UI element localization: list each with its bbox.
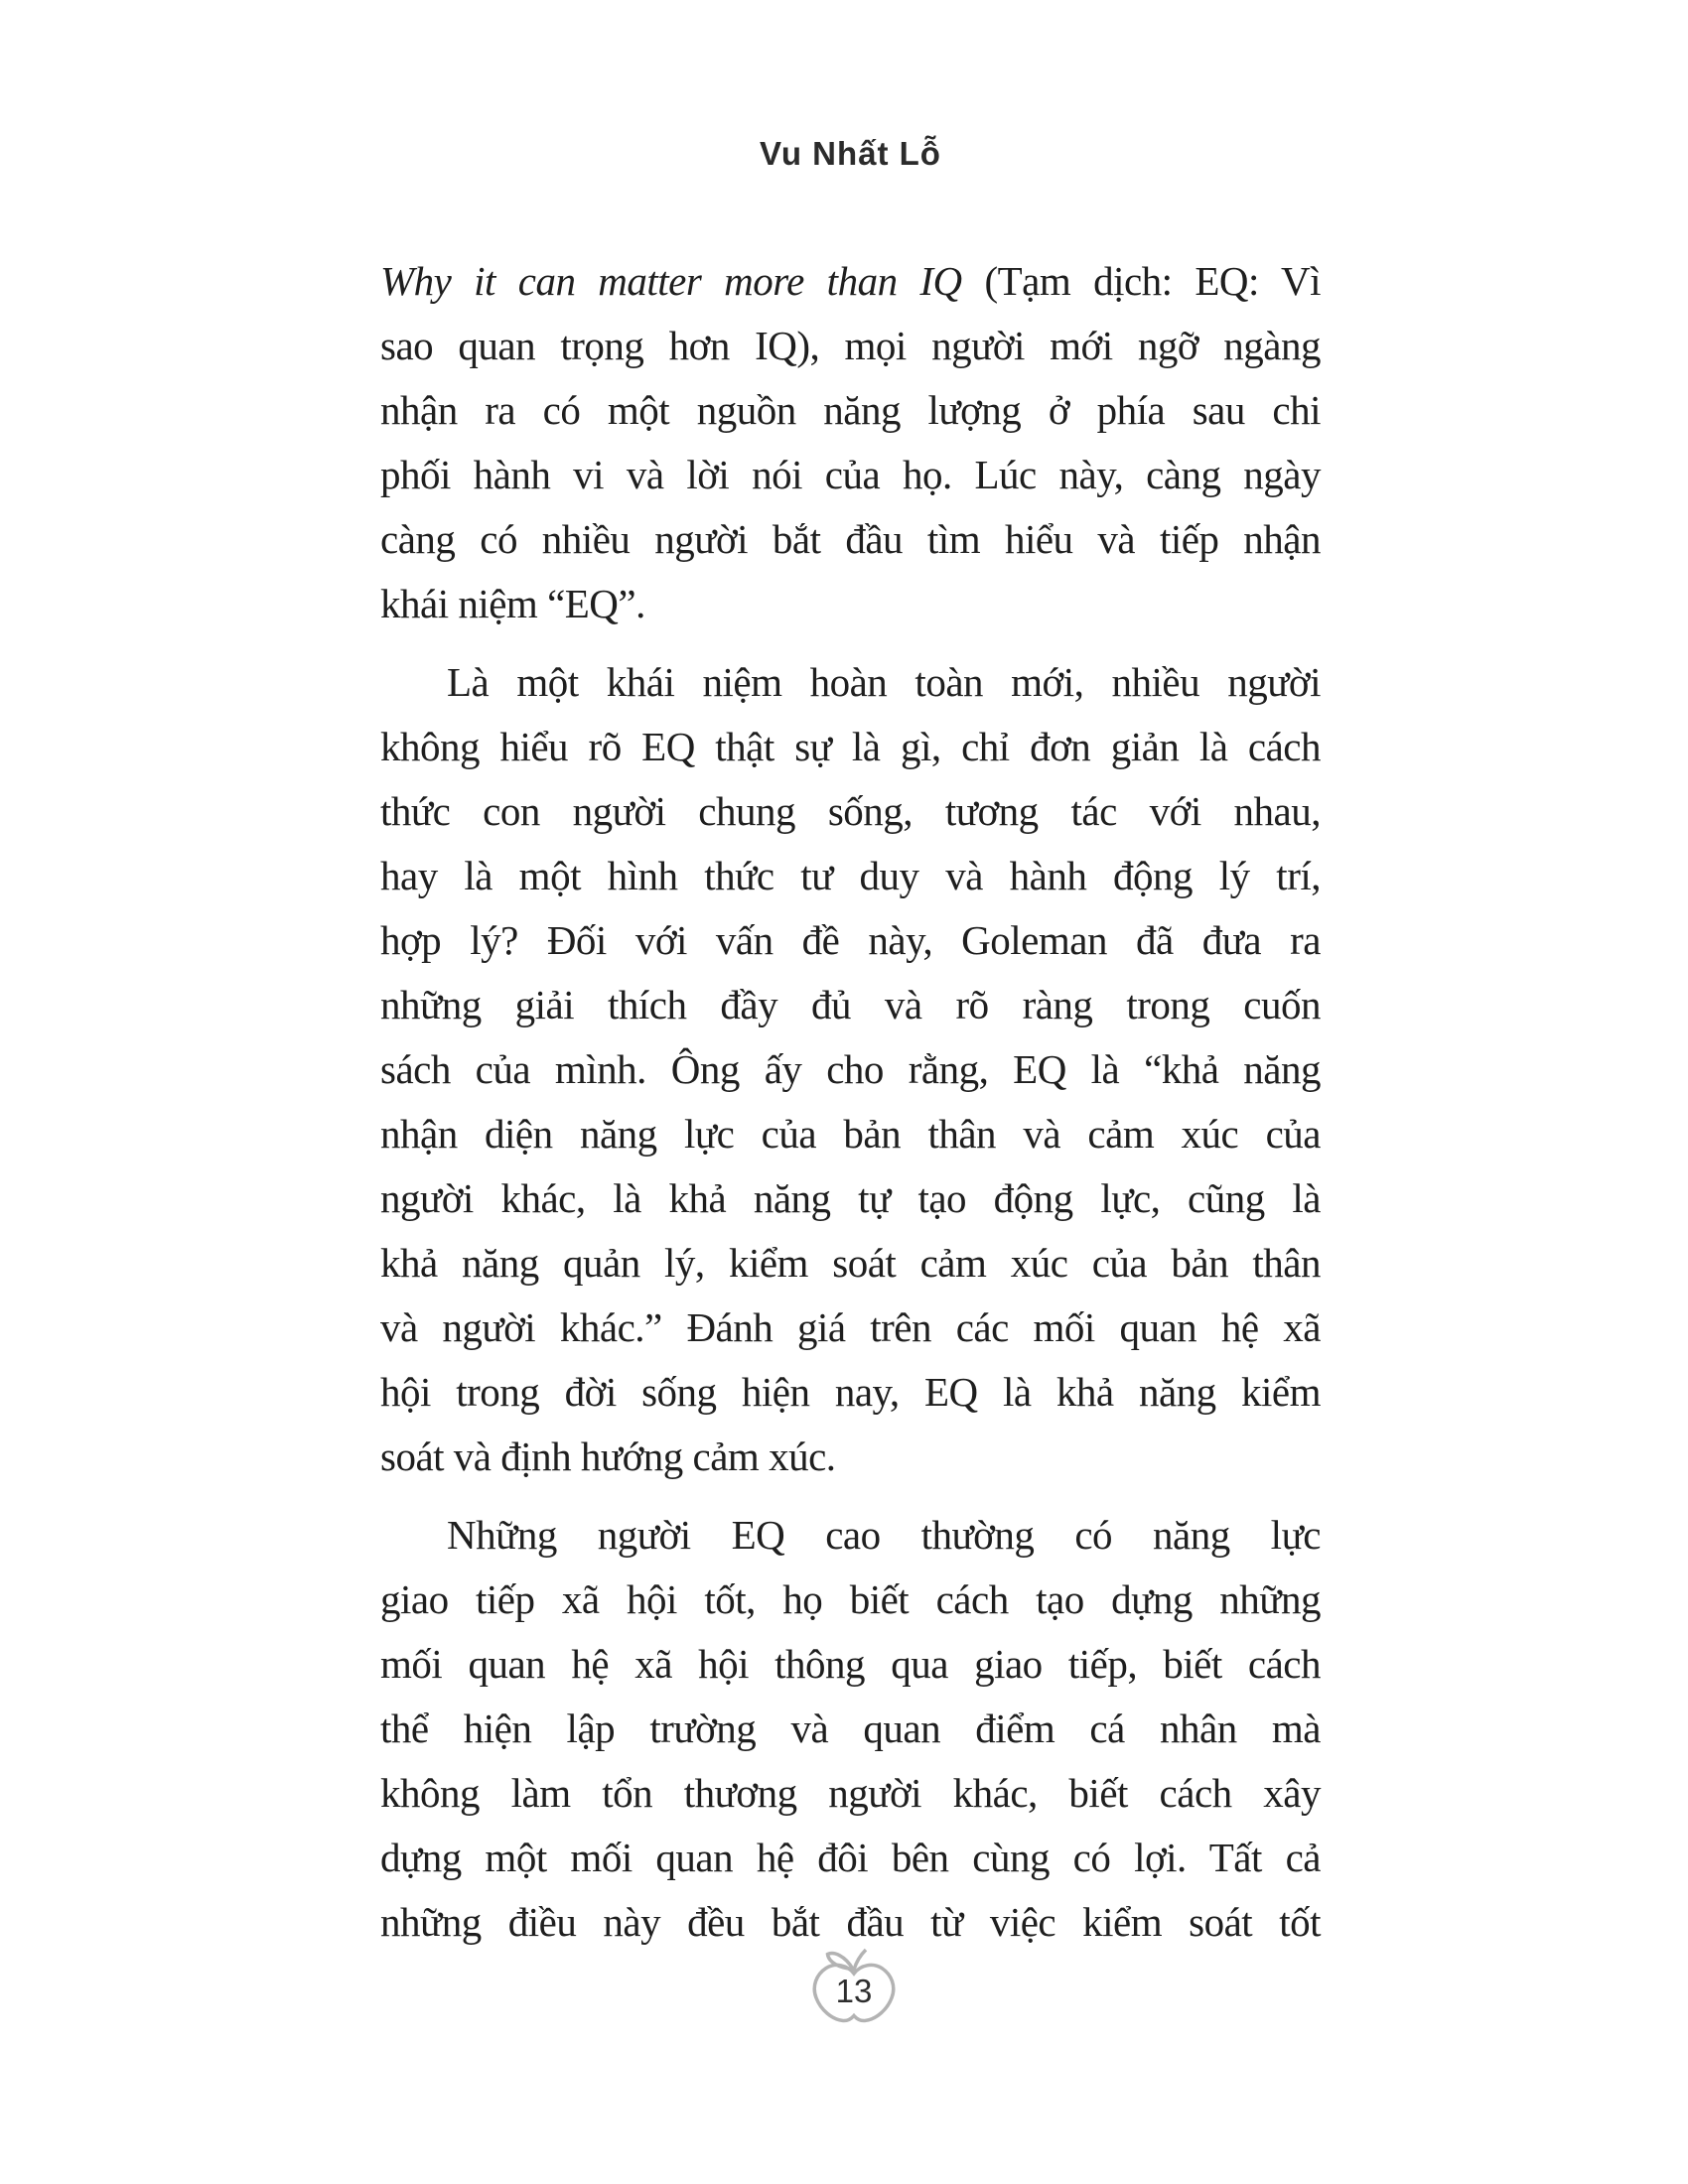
text-segment: nhận diện năng lực của bản thân và cảm xúc của (380, 1111, 1321, 1157)
text-segment: nhận ra có một nguồn năng lượng ở phía sau chi (380, 387, 1321, 433)
text-segment: hay là một hình thức tư duy và hành động lý trí, (380, 853, 1321, 898)
text-segment: thức con người chung sống, tương tác với nhau, (380, 788, 1321, 834)
text-segment: sao quan trọng hơn IQ), mọi người mới ngỡ ngàng (380, 323, 1321, 368)
text-line (380, 378, 1321, 443)
text-segment: phối hành vi và lời nói của họ. Lúc này, càng ngày (380, 452, 1321, 497)
text-line (380, 249, 1321, 314)
text-segment: Những người EQ cao thường có năng lực (447, 1512, 1321, 1558)
text-line (380, 1296, 1321, 1360)
text-line (380, 1102, 1321, 1166)
apple-icon (807, 1942, 897, 2029)
text-segment: sách của mình. Ông ấy cho rằng, EQ là “khả năng (380, 1046, 1321, 1092)
text-line (380, 1360, 1321, 1425)
body-text (380, 249, 1321, 1955)
text-segment: thể hiện lập trường và quan điểm cá nhân mà (380, 1706, 1321, 1751)
text-segment: những điều này đều bắt đầu từ việc kiểm soát tốt (380, 1899, 1321, 1945)
text-line (380, 1503, 1321, 1568)
text-line (380, 1826, 1321, 1890)
page-number: 13 (835, 1973, 873, 2009)
text-line (380, 1697, 1321, 1761)
text-segment: những giải thích đầy đủ và rõ ràng trong cuốn (380, 982, 1321, 1027)
text-segment: khái niệm “EQ”. (380, 581, 645, 626)
text-line (380, 314, 1321, 378)
text-segment: Là một khái niệm hoàn toàn mới, nhiều người (447, 659, 1321, 705)
paragraph (380, 1503, 1321, 1955)
text-line (380, 507, 1321, 572)
text-segment: khả năng quản lý, kiểm soát cảm xúc của bản thân (380, 1240, 1321, 1286)
paragraph (380, 249, 1321, 636)
text-line (380, 1037, 1321, 1102)
text-segment: hợp lý? Đối với vấn đề này, Goleman đã đưa ra (380, 917, 1321, 963)
text-segment: (Tạm dịch: EQ: Vì (961, 258, 1321, 304)
text-line (380, 443, 1321, 507)
text-line (380, 572, 1321, 636)
italic-text-segment: Why it can matter more than IQ (380, 258, 962, 304)
text-line (380, 1425, 1321, 1489)
page-number-ornament (807, 1942, 897, 2029)
text-line (380, 1166, 1321, 1231)
text-line (380, 973, 1321, 1037)
text-line (380, 1761, 1321, 1826)
text-segment: và người khác.” Đánh giá trên các mối quan hệ xã (380, 1304, 1321, 1350)
text-line (380, 1568, 1321, 1632)
text-segment: không hiểu rõ EQ thật sự là gì, chỉ đơn giản là cách (380, 724, 1321, 769)
text-segment: không làm tổn thương người khác, biết cách xây (380, 1770, 1321, 1816)
text-segment: mối quan hệ xã hội thông qua giao tiếp, biết cách (380, 1641, 1321, 1687)
text-segment: hội trong đời sống hiện nay, EQ là khả năng kiểm (380, 1369, 1321, 1415)
text-line (380, 844, 1321, 908)
text-line (380, 908, 1321, 973)
text-line (380, 715, 1321, 779)
text-segment: giao tiếp xã hội tốt, họ biết cách tạo dựng những (380, 1576, 1321, 1622)
text-line (380, 650, 1321, 715)
text-segment: càng có nhiều người bắt đầu tìm hiểu và tiếp nhận (380, 516, 1321, 562)
text-line (380, 1632, 1321, 1697)
text-segment: dựng một mối quan hệ đôi bên cùng có lợi. Tất cả (380, 1835, 1321, 1880)
text-segment: soát và định hướng cảm xúc. (380, 1433, 836, 1479)
text-line (380, 779, 1321, 844)
paragraph (380, 650, 1321, 1489)
text-line (380, 1231, 1321, 1296)
text-segment: người khác, là khả năng tự tạo động lực, cũng là (380, 1175, 1321, 1221)
running-head: Vu Nhất Lỗ (760, 135, 941, 172)
